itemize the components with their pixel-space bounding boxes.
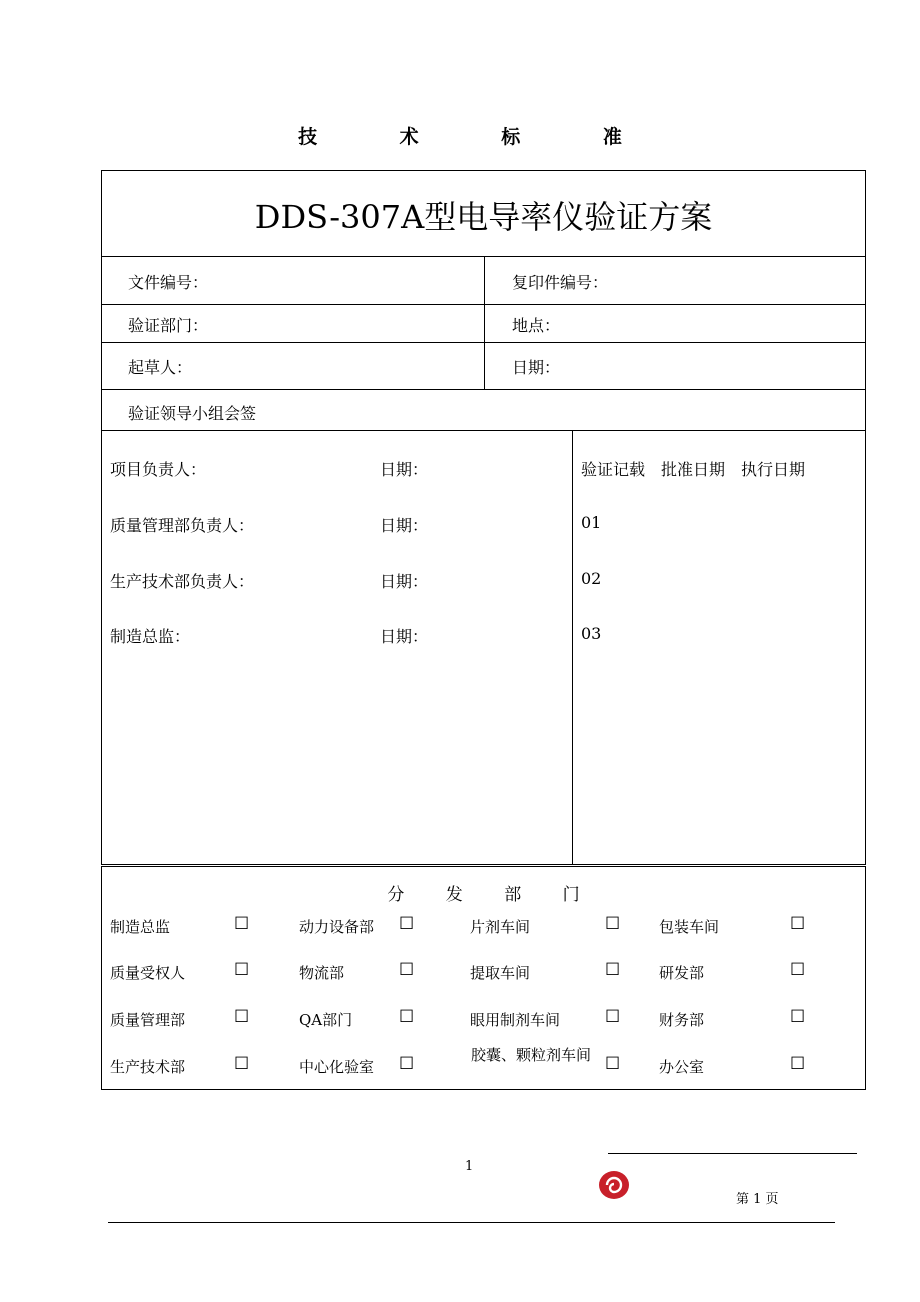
signer-role: 生产技术部负责人：: [110, 572, 255, 591]
dept-checkbox[interactable]: ☐: [399, 1054, 415, 1074]
signer-role: 制造总监：: [110, 627, 191, 646]
dept-name: QA部门: [299, 1011, 353, 1029]
dept-name: 财务部: [659, 1011, 705, 1029]
dept-checkbox[interactable]: ☐: [234, 1007, 250, 1027]
dept-checkbox[interactable]: ☐: [605, 960, 621, 980]
dept-checkbox[interactable]: ☐: [399, 914, 415, 934]
record-row: 02: [581, 569, 602, 588]
page-label: 第 1 页: [736, 1192, 779, 1207]
dept-name: 物流部: [299, 964, 345, 982]
dept-name: 包装车间: [659, 918, 720, 936]
distribution-title: 分 发 部 门: [387, 885, 598, 905]
department-label: 验证部门：: [128, 316, 209, 335]
signer-date: 日期：: [380, 460, 429, 479]
footer-line-bottom: [108, 1222, 835, 1223]
record-row: 03: [581, 624, 602, 643]
dept-checkbox[interactable]: ☐: [790, 960, 806, 980]
dept-checkbox[interactable]: ☐: [234, 960, 250, 980]
signer-date: 日期：: [380, 516, 429, 535]
dept-checkbox[interactable]: ☐: [790, 1054, 806, 1074]
dept-name: 办公室: [659, 1058, 705, 1076]
signer-date: 日期：: [380, 627, 429, 646]
location-label: 地点：: [512, 316, 561, 335]
dept-checkbox[interactable]: ☐: [605, 1007, 621, 1027]
document-header: 技 术 标 准: [298, 126, 660, 148]
dept-checkbox[interactable]: ☐: [399, 1007, 415, 1027]
company-logo-icon: [598, 1170, 630, 1200]
footer-line-top: [608, 1153, 857, 1154]
dept-name: 制造总监: [110, 918, 171, 936]
divider: [484, 256, 485, 389]
dept-checkbox[interactable]: ☐: [234, 1054, 250, 1074]
dept-checkbox[interactable]: ☐: [234, 914, 250, 934]
leader-group-label: 验证领导小组会签: [128, 404, 257, 423]
drafter-label: 起草人：: [128, 358, 193, 377]
dept-name: 提取车间: [470, 964, 531, 982]
dept-checkbox[interactable]: ☐: [605, 914, 621, 934]
divider: [102, 389, 865, 390]
dept-name: 中心化验室: [299, 1058, 375, 1076]
signer-date: 日期：: [380, 572, 429, 591]
copy-number-label: 复印件编号：: [512, 273, 609, 292]
signer-role: 项目负责人：: [110, 460, 207, 479]
dept-checkbox[interactable]: ☐: [790, 914, 806, 934]
dept-name: 研发部: [659, 964, 705, 982]
dept-name: 片剂车间: [470, 918, 531, 936]
divider: [102, 430, 865, 431]
dept-name: 动力设备部: [299, 918, 375, 936]
page-number: 1: [465, 1159, 474, 1174]
dept-name: 眼用制剂车间: [470, 1011, 561, 1029]
dept-checkbox[interactable]: ☐: [399, 960, 415, 980]
dept-name: 生产技术部: [110, 1058, 186, 1076]
dept-checkbox[interactable]: ☐: [790, 1007, 806, 1027]
divider: [572, 430, 573, 864]
dept-name: 质量受权人: [110, 964, 186, 982]
dept-name: 质量管理部: [110, 1011, 186, 1029]
record-row: 01: [581, 513, 602, 532]
signer-role: 质量管理部负责人：: [110, 516, 255, 535]
document-title: DDS-307A型电导率仪验证方案: [254, 198, 713, 236]
dept-checkbox[interactable]: ☐: [605, 1054, 621, 1074]
date-label: 日期：: [512, 358, 561, 377]
dept-name: 胶囊、颗粒剂车间: [470, 1046, 591, 1064]
record-header: 验证记载 批准日期 执行日期: [581, 460, 806, 479]
file-number-label: 文件编号：: [128, 273, 209, 292]
